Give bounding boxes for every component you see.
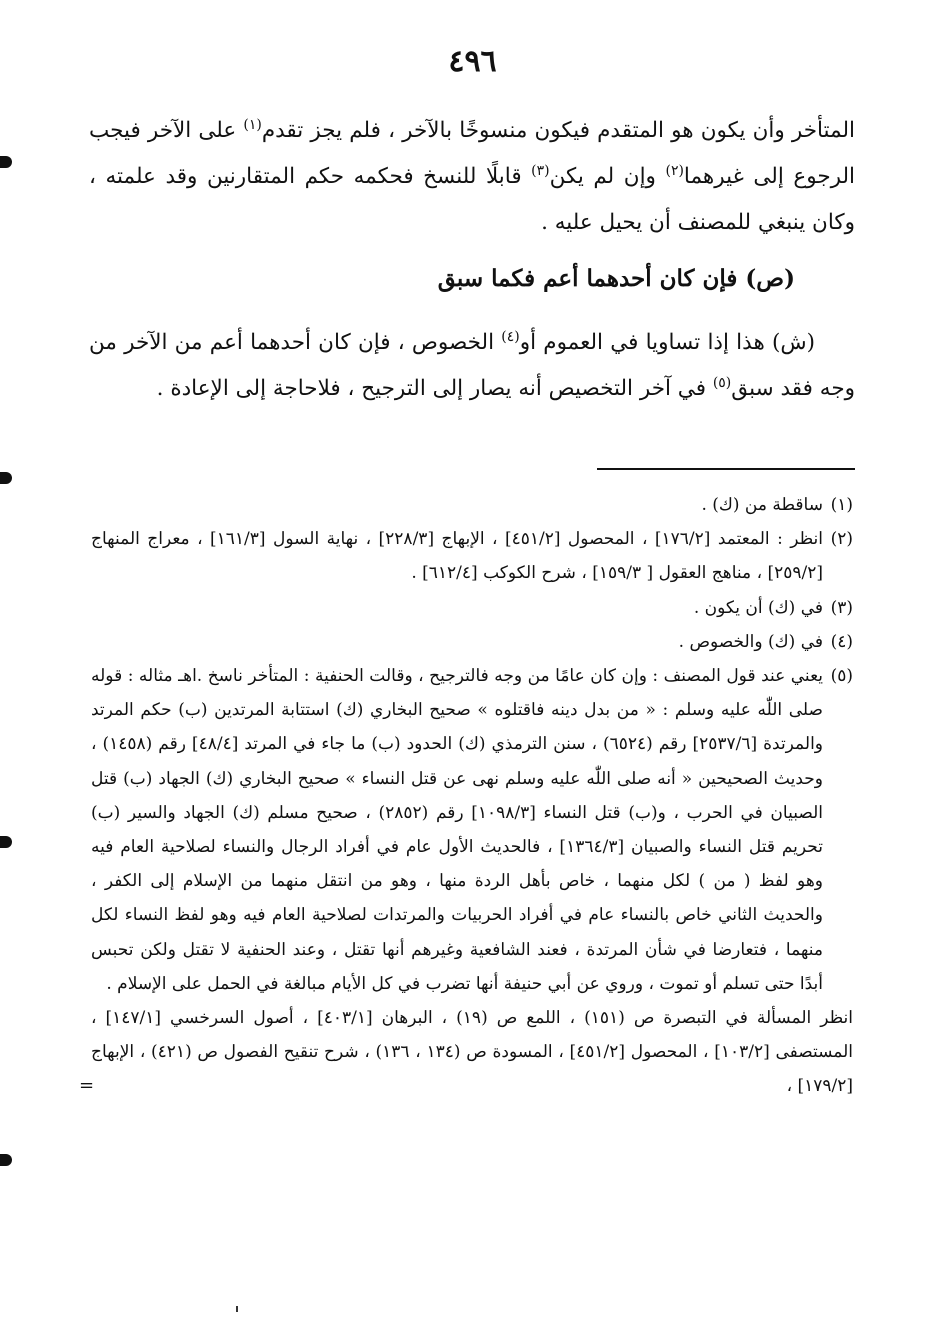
footnote-number: (٣) (830, 597, 853, 618)
footnote-ref: (٥) (712, 374, 732, 391)
footnote-2 (91, 522, 853, 590)
footnote-text-continued: انظر المسألة في التبصرة ص (١٥١) ، اللمع ص (١٩) ، البرهان [٤٠٣/١] ، أصول السرخسي [١٤٧/١] ، المستصفى [١٠٣/٢] ، المحصول [٤٥١/٢] ، المسودة ص (١٣٤ ، ١٣٦) ، شرح تنقيح الفصول ص (٤٢١) ، الإبهاج [١٧٩/٢] ، (91, 1008, 854, 1097)
text-run: قابلًا للنسخ فحكمه حكم المتقارنين وقد علمته ، وكان ينبغي للمصنف أن يحيل عليه . (89, 164, 855, 235)
footnote-1 (91, 488, 853, 522)
footnote-separator (597, 468, 855, 470)
margin-mark (0, 1154, 12, 1166)
footnote-4 (91, 625, 853, 659)
footnote-3 (91, 591, 853, 625)
footnote-text: يعني عند قول المصنف : وإن كان عامًا من وجه فالترجيح ، وقالت الحنفية : المتأخر ناسخ .اهـ مثاله : قوله صلى اللّٰه عليه وسلم : « من بدل دينه فاقتلوه » صحيح البخاري (ك) استتابة المرتدين (ب) حكم المرتد والمرتدة [٢٥٣٧/٦] رقم (٦٥٢٤) ، سنن الترمذي (ك) الحدود (ب) ما جاء في المرتد [٤٨/٤] رقم (١٤٥٨) ، وحديث الصحيحين « أنه صلى اللّٰه عليه وسلم نهى عن قتل النساء » صحيح البخاري (ك) الجهاد (ب) قتل الصبيان في الحرب ، و(ب) قتل النساء [١٠٩٨/٣] رقم (٢٨٥٢) ، صحيح مسلم (ك) الجهاد والسير (ب) تحريم قتل النساء والصبيان [١٣٦٤/٣] ، فالحديث الأول عام في أفراد الرجال والنساء لصلاحية العام فيه وهو لفظ ( من ) لكل منهما ، خاص بأهل الردة منها ، وهو من انتقل منهما من الإسلام إلى الكفر ، والحديث الثاني خاص بالنساء عام في أفراد الحربيات والمرتدات لصلاحية العام فيه وهو لفظ النساء لكل منهما ، فتعارضا في شأن المرتدة ، فعند الشافعية وغيرهم أنها تقتل ، وعند الحنفية لا تقتل ولكن تحبس أبدًا حتى تسلم أو تموت ، وروي عن أبي حنيفة أنها تضرب في كل الأيام مبالغة في الحمل على الإسلام . (91, 666, 823, 994)
continuation-mark: = (79, 1075, 95, 1097)
footnote-number: (١) (830, 495, 853, 515)
margin-mark (0, 836, 12, 848)
text-run: (ش) هذا إذا تساويا في العموم أو (519, 330, 816, 355)
footnote-number: (٤) (830, 631, 853, 652)
text-run: المتأخر وأن يكون هو المتقدم فيكون منسوخًا بالآخر ، فلم يجز تقدم (261, 118, 856, 143)
scan-speck (236, 1306, 238, 1312)
footnote-ref: (٤) (501, 328, 520, 345)
footnotes (79, 488, 854, 1104)
margin-mark (0, 156, 12, 168)
footnote-5-references (79, 1001, 854, 1104)
footnote-5 (91, 659, 853, 1001)
page-number: ٤٩٦ (448, 44, 497, 79)
footnote-number: (٥) (830, 666, 853, 687)
paragraph-2 (89, 320, 855, 412)
footnote-ref: (٣) (531, 162, 550, 179)
footnote-text: ساقطة من (ك) . (701, 495, 823, 515)
footnote-text: في (ك) أن يكون . (693, 597, 823, 618)
footnote-text: انظر : المعتمد [١٧٦/٢] ، المحصول [٤٥١/٢] ، الإبهاج [٢٢٨/٣] ، نهاية السول [١٦١/٣] ، معراج المنهاج [٢٥٩/٢] ، مناهج العقول [ ١٥٩/٣] ، شرح الكوكب [٦١٢/٤] . (91, 529, 823, 584)
footnote-text: في (ك) والخصوص . (678, 631, 823, 652)
footnote-ref: (١) (243, 116, 262, 133)
main-text (89, 108, 855, 412)
paragraph-1 (89, 108, 855, 246)
text-run: وإن لم يكن (549, 164, 666, 189)
section-heading: (ص) فإن كان أحدهما أعم فكما سبق (437, 265, 795, 292)
text-run: الخصوص ، فإن كان أحدهما أعم من الآخر من وجه فقد سبق (89, 330, 855, 401)
text-run: في آخر التخصيص أنه يصار إلى الترجيح ، فلاحاجة إلى الإعادة . (156, 376, 713, 401)
footnote-number: (٢) (830, 529, 853, 550)
footnote-ref: (٢) (665, 162, 684, 179)
margin-mark (0, 472, 12, 484)
text-run: على الآخر فيجب الرجوع إلى غيرهما (89, 118, 855, 189)
